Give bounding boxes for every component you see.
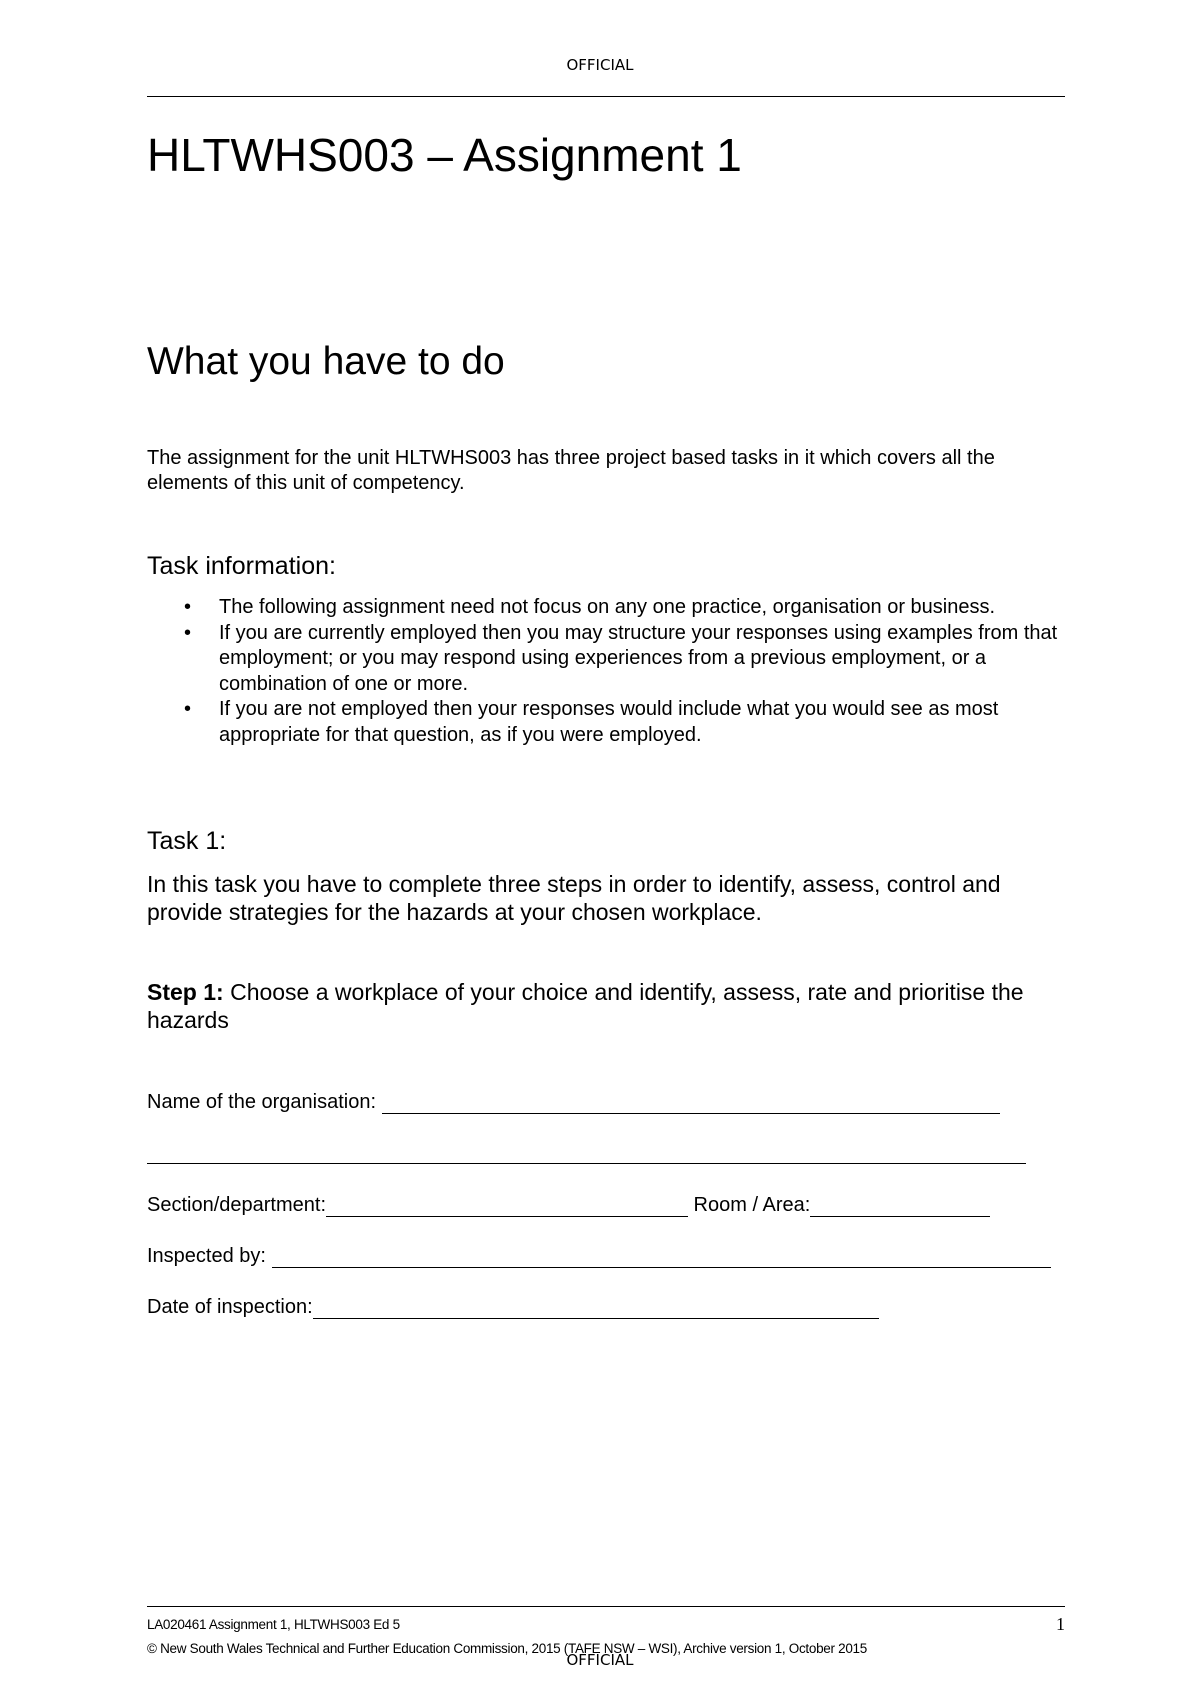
inspected-field[interactable]: [272, 1245, 1051, 1268]
task-information-heading: Task information:: [147, 552, 336, 580]
list-item: [147, 595, 1072, 621]
inspected-row: [147, 1240, 1051, 1268]
task1-heading: Task 1:: [147, 827, 227, 855]
organisation-label: Name of the organisation:: [147, 1091, 382, 1113]
section-room-row: [147, 1189, 990, 1217]
organisation-continuation-row: [147, 1136, 1026, 1164]
step1-instruction: [147, 978, 1072, 1034]
section-field[interactable]: [326, 1194, 688, 1217]
task-information-list: [147, 595, 1072, 748]
footer-copyright: © New South Wales Technical and Further Education Commission, 2015 (TAFE NSW – WSI), Archive version 1, October 2015: [147, 1641, 867, 1656]
footer-divider: [147, 1606, 1065, 1607]
room-label: Room / Area:: [688, 1194, 811, 1216]
list-item: [147, 697, 1072, 748]
classification-footer: OFFICIAL: [566, 1651, 634, 1669]
page-number: 1: [1056, 1614, 1065, 1634]
room-field[interactable]: [810, 1194, 990, 1217]
organisation-field[interactable]: [382, 1091, 1000, 1114]
list-item-text: If you are currently employed then you may structure your responses using examples from that employment; or you may respond using experiences from a previous employment, or a combination of one or more.: [219, 621, 1058, 695]
intro-paragraph: The assignment for the unit HLTWHS003 has three project based tasks in it which covers all the elements of this unit of competency.: [147, 447, 995, 494]
section-label: Section/department:: [147, 1194, 326, 1216]
list-item-text: If you are not employed then your responses would include what you would see as most appropriate for that question, as if you were employed.: [219, 698, 999, 746]
task1-description: In this task you have to complete three steps in order to identify, assess, control and provide strategies for the hazards at your chosen workplace.: [147, 871, 1001, 925]
step1-label: Step 1:: [147, 979, 224, 1005]
date-field[interactable]: [313, 1296, 879, 1319]
header-divider: [147, 96, 1065, 97]
footer-reference: LA020461 Assignment 1, HLTWHS003 Ed 5: [147, 1617, 400, 1632]
step1-text: Choose a workplace of your choice and identify, assess, rate and prioritise the hazards: [147, 979, 1024, 1033]
list-item: [147, 621, 1072, 698]
organisation-row: [147, 1086, 1000, 1114]
list-item-text: The following assignment need not focus on any one practice, organisation or business.: [219, 596, 996, 618]
date-label: Date of inspection:: [147, 1296, 313, 1318]
bullet-icon: •: [184, 596, 192, 618]
bullet-icon: •: [184, 621, 192, 644]
document-title: HLTWHS003 – Assignment 1: [147, 129, 742, 181]
organisation-field-continued[interactable]: [147, 1141, 1026, 1164]
bullet-icon: •: [184, 698, 192, 720]
date-row: [147, 1291, 879, 1319]
section-heading: What you have to do: [147, 340, 505, 383]
inspected-label: Inspected by:: [147, 1245, 272, 1267]
classification-header: OFFICIAL: [566, 56, 634, 74]
